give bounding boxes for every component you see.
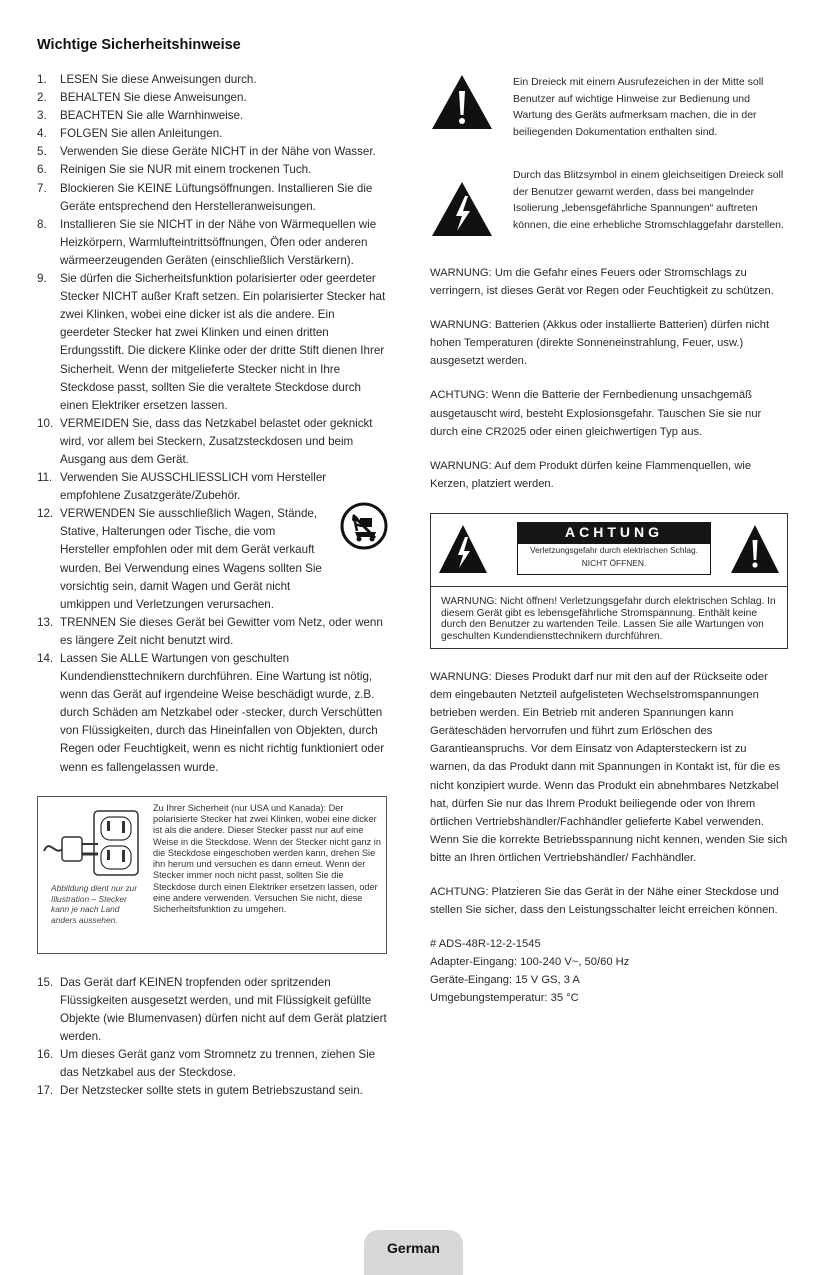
exclamation-symbol-row: Ein Dreieck mit einem Ausrufezeichen in der Mitte soll Benutzer auf wichtige Hinweise zur Bedienung und Wartung des Geräts aufmerksam machen, die in der beiliegenden Dokumentation enthalten sind. (430, 71, 788, 152)
plug-outlet-icon (42, 807, 146, 881)
list-item: 7. Blockieren Sie KEINE Lüftungsöffnungen. Installieren Sie die Geräte entsprechend den Herstelleranweisungen. (37, 181, 373, 213)
caution-text: WARNUNG: Nicht öffnen! Verletzungsgefahr durch elektrischen Schlag. In diesem Gerät gibt es lebensgefährliche Stromspannung. Enthält keine durch den Benutzer zu wartenden Teile. Lassen Sie alle Wartungen von geschulten Kundendiensttechnikern durchführen. (441, 595, 776, 642)
divider (431, 586, 787, 587)
lightning-triangle-icon (437, 523, 489, 575)
list-item: 1. LESEN Sie diese Anweisungen durch. (37, 73, 257, 86)
plug-caption: Abbildung dient nur zur Illustration – Stecker kann je nach Land anders aussehen. (51, 882, 138, 926)
list-item: 14. Lassen Sie ALLE Wartungen von geschulten Kundendiensttechnikern durchführen. Eine Wartung ist nötig, wenn das Gerät auf irgendeine Weise beschädigt wurde, z.B. durch Schäden am Netzkabel oder -stecker, durch Verschütten von Flüssigkeiten, durch das Hineinfallen von Objekten, durch Regen oder Feuchtigkeit, wenn es nicht richtig funktioniert oder wenn es fallengelassen wurde. (37, 652, 385, 774)
caution-box (430, 513, 788, 649)
warning-paragraph: WARNUNG: Auf dem Produkt dürfen keine Flammenquellen, wie Kerzen, platziert werden. (430, 459, 752, 490)
warning-paragraph: WARNUNG: Um die Gefahr eines Feuers oder Stromschlags zu verringern, ist dieses Gerät vor Regen oder Feuchtigkeit zu schützen. (430, 267, 774, 298)
spec-line: Geräte-Eingang: 15 V GS, 3 A (430, 974, 580, 987)
list-item: 16. Um dieses Gerät ganz vom Stromnetz zu trennen, ziehen Sie das Netzkabel aus der Steckdose. (37, 1048, 376, 1080)
warning-paragraph: WARNUNG: Batterien (Akkus oder installierte Batterien) dürfen nicht hohen Temperaturen (direkte Sonneneinstrahlung, Feuer, usw.) ausgesetzt werden. (430, 319, 770, 368)
list-item: 12. VERWENDEN Sie ausschließlich Wagen, Stände, Stative, Halterungen oder Tische, die vom Hersteller empfohlen oder mit dem Gerät verkauft wurden. Bei Verwendung eines Wagens sollten Sie vorsichtig sein, damit Wagen und Gerät nicht umkippen und Verletzungen verursachen. (37, 505, 387, 614)
caution-heading: ACHTUNG (517, 522, 711, 543)
spec-line: Umgebungstemperatur: 35 °C (430, 992, 579, 1005)
list-item: 13. TRENNEN Sie dieses Gerät bei Gewitter vom Netz, oder wenn es längere Zeit nicht benutzt wird. (37, 615, 383, 647)
list-item: 10. VERMEIDEN Sie, dass das Netzkabel belastet oder geknickt wird, vor allem bei Steckern, Zusatzsteckdosen und beim Ausgang aus dem Gerät. (37, 416, 373, 466)
list-item: 15. Das Gerät darf KEINEN tropfenden oder spritzenden Flüssigkeiten ausgesetzt werden, und mit Flüssigkeit gefüllte Objekte (wie Blumenvasen) dürfen nicht auf dem Gerät platziert werden. (37, 975, 387, 1043)
plug-notice: Zu Ihrer Sicherheit (nur USA und Kanada): Der polarisierte Stecker hat zwei Klinken, wobei eine dicker ist als die andere. Dieser Stecker passt nur auf eine Weise in die Steckdose. Wenn der Stecker nicht ganz in die Steckdose eingeschoben werden kann, drehen Sie ihn herum und versuchen es dann erneut. Wenn der Stecker immer noch nicht passt, sollten Sie die Steckdose durch einen Elektriker ersetzen lassen, oder eine andere verwenden. Versuchen Sie nicht, diese Sicherheitsfunktion zu umgehen. (153, 802, 381, 915)
list-item: 2. BEHALTEN Sie diese Anweisungen. (37, 91, 247, 105)
right-column (430, 71, 788, 1008)
instruction-list (37, 71, 387, 777)
list-item: 8. Installieren Sie sie NICHT in der Nähe von Wärmequellen wie Heizkörpern, Warmlufteintrittsöffnungen, Öfen oder anderen wärmeerzeugenden Geräten (einschließlich Verstärkern). (37, 217, 377, 267)
polarized-plug-box (37, 796, 387, 954)
list-item: 4. FOLGEN Sie allen Anleitungen. (37, 127, 223, 141)
spec-line: Adapter-Eingang: 100-240 V~, 50/60 Hz (430, 956, 630, 969)
instruction-list-continued (37, 974, 387, 1101)
list-item: 3. BEACHTEN Sie alle Warnhinweise. (37, 109, 244, 123)
list-item: 9. Sie dürfen die Sicherheitsfunktion polarisierter oder geerdeter Stecker NICHT außer Kraft setzen. Ein polarisierter Stecker hat zwei Klinken, wobei eine dicker ist als die andere. Ein geerdeter Stecker hat zwei Klinken und einen dritten Erdungsstift. Die dickere Klinke oder der dritte Stift dienen Ihrer Sicherheit. Wenn der mitgelieferte Stecker nicht in Ihre Steckdose passt, sollten Sie die veraltete Steckdose durch einen Elektriker ersetzen lassen. (37, 272, 386, 412)
exclamation-triangle-icon (729, 523, 781, 575)
list-item: 11. Verwenden Sie AUSSCHLIESSLICH vom Hersteller empfohlene Zusatzgeräte/Zubehör. (37, 471, 327, 503)
caution-subtext: Verletzungsgefahr durch elektrischen Schlag. NICHT ÖFFNEN. (517, 543, 711, 575)
warning-paragraph: ACHTUNG: Platzieren Sie das Gerät in der Nähe einer Steckdose und stellen Sie sicher, dass den Leistungsschalter leicht erreichen können. (430, 885, 779, 917)
page-title: Wichtige Sicherheitshinweise (37, 37, 241, 53)
language-tab: German (364, 1230, 463, 1275)
list-item: 6. Reinigen Sie sie NUR mit einem trockenen Tuch. (37, 163, 312, 177)
warning-paragraph: ACHTUNG: Wenn die Batterie der Fernbedienung unsachgemäß ausgetauscht wird, besteht Explosionsgefahr. Tauschen Sie sie nur durch eine CR2025 oder einen gleichwertigen Typ aus. (430, 389, 762, 438)
warning-paragraph: WARNUNG: Dieses Produkt darf nur mit den auf der Rückseite oder dem eingebauten Netzteil aufgelisteten Wechselstromspannungen betrieben werden. Ein Betrieb mit anderen Spannungen kann Geräteschäden hervorrufen und führt zum Erlöschen des Garantieanspruchs. Vor dem Einsatz von Adaptersteckern ist zu warnen, da das Produkt dann mit Spannungen in Kontakt ist, für die es nicht konzipiert wurde. Wenn das Produkt ein abnehmbares Netzkabel hat, dürfen Sie nur das Ihrem Produkt beiliegende oder von Ihrem örtlichen Vertriebshändler/Fachhändler gelieferte Kabel verwenden. Wenn Sie die korrekte Betriebsspannung nicht kennen, wenden Sie sich bitte an Ihren örtlichen Vertriebshändler/ Fachhändler. (430, 670, 788, 864)
lightning-triangle-icon (430, 180, 494, 238)
spec-line: # ADS-48R-12-2-1545 (430, 938, 541, 951)
list-item: 17. Der Netzstecker sollte stets in gutem Betriebszustand sein. (37, 1084, 363, 1098)
exclamation-triangle-icon (430, 73, 494, 131)
lightning-symbol-row: Durch das Blitzsymbol in einem gleichseitigen Dreieck soll der Benutzer gewarnt werden, dass bei mangelnder Isolierung „lebensgefährliche Spannungen“ auftreten können, die eine erhebliche Stromschlaggefahr darstellen. (430, 164, 788, 264)
left-column (37, 71, 387, 1100)
cart-warning-icon (340, 502, 388, 550)
list-item: 5. Verwenden Sie diese Geräte NICHT in der Nähe von Wasser. (37, 145, 376, 159)
